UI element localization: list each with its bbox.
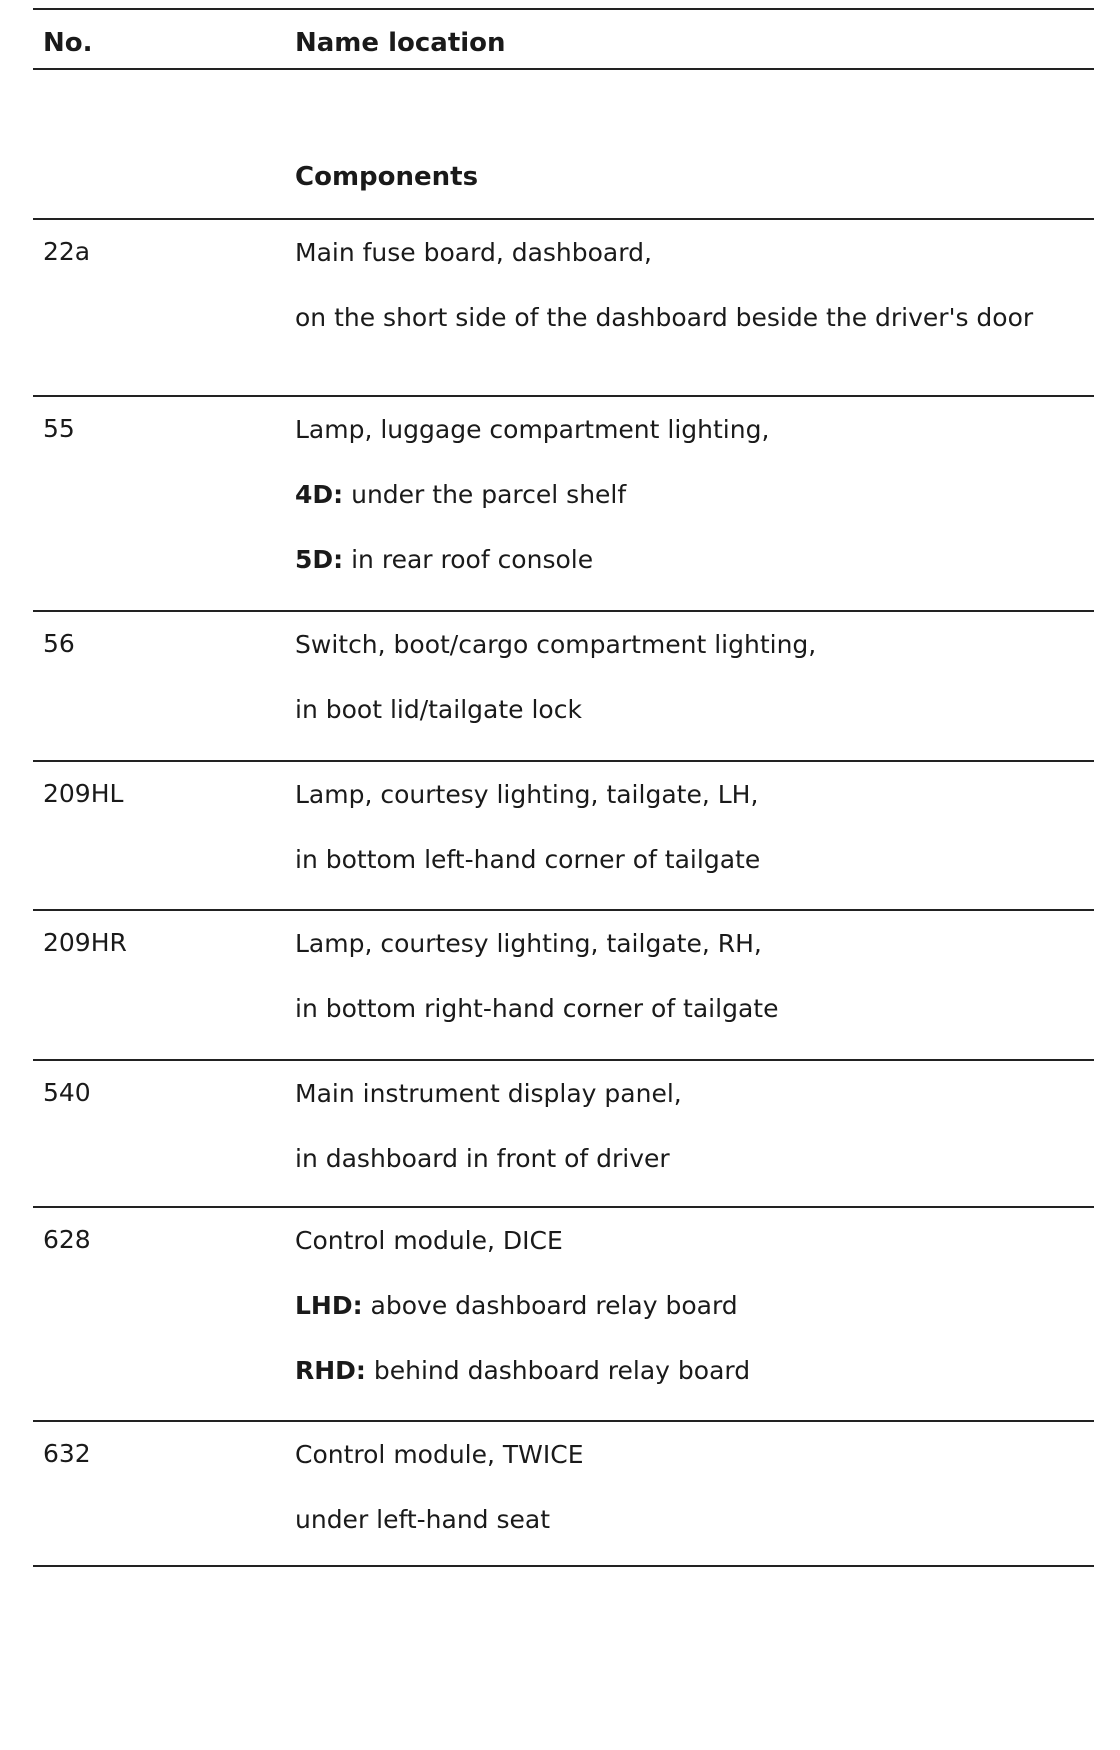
table-row — [33, 1208, 1094, 1420]
table-body — [33, 218, 1094, 1567]
line-text: Lamp, courtesy lighting, tailgate, RH, — [295, 929, 762, 958]
description-line — [295, 778, 1074, 811]
description-line — [295, 1354, 1074, 1387]
table-row — [33, 1061, 1094, 1206]
line-text: in dashboard in front of driver — [295, 1144, 670, 1173]
description-line — [295, 628, 1074, 661]
line-text: on the short side of the dashboard beside the driver's door — [295, 303, 1034, 332]
table-row — [33, 762, 1094, 909]
line-text: behind dashboard relay board — [365, 1356, 751, 1385]
component-description — [295, 628, 1094, 726]
section-heading-row — [33, 70, 1094, 218]
line-text: in bottom right-hand corner of tailgate — [295, 994, 779, 1023]
description-line — [295, 693, 1074, 726]
description-line — [295, 413, 1074, 446]
description-line — [295, 843, 1074, 876]
component-number: 209HR — [43, 928, 127, 957]
description-line — [295, 1142, 1074, 1175]
component-description — [295, 927, 1094, 1025]
component-number: 209HL — [43, 779, 124, 808]
component-number: 56 — [43, 629, 75, 658]
description-line — [295, 1077, 1074, 1110]
line-text: in rear roof console — [343, 545, 594, 574]
line-text: Lamp, luggage compartment lighting, — [295, 415, 770, 444]
line-text: Lamp, courtesy lighting, tailgate, LH, — [295, 780, 759, 809]
table-row — [33, 911, 1094, 1059]
component-description — [295, 1077, 1094, 1175]
component-description — [295, 778, 1094, 876]
component-number: 540 — [43, 1078, 91, 1107]
bottom-rule — [33, 1565, 1094, 1567]
component-description — [295, 236, 1094, 334]
description-line — [295, 301, 1074, 334]
line-text: under left-hand seat — [295, 1505, 551, 1534]
description-line — [295, 1503, 1074, 1536]
component-description — [295, 1438, 1094, 1536]
line-text: in bottom left-hand corner of tailgate — [295, 845, 761, 874]
description-line — [295, 1289, 1074, 1322]
component-location-table — [33, 8, 1094, 1567]
table-row — [33, 612, 1094, 760]
table-row — [33, 220, 1094, 395]
component-number: 55 — [43, 414, 75, 443]
line-text: under the parcel shelf — [343, 480, 627, 509]
variant-label: 4D: — [295, 480, 344, 509]
line-text: Main instrument display panel, — [295, 1079, 682, 1108]
description-line — [295, 1438, 1074, 1471]
description-line — [295, 236, 1074, 269]
description-line — [295, 1224, 1074, 1257]
component-number: 628 — [43, 1225, 91, 1254]
line-text: Switch, boot/cargo compartment lighting, — [295, 630, 817, 659]
component-number: 22a — [43, 237, 91, 266]
line-text: Main fuse board, dashboard, — [295, 238, 652, 267]
table-row — [33, 1422, 1094, 1565]
component-number: 632 — [43, 1439, 91, 1468]
table-row — [33, 397, 1094, 610]
variant-label: LHD: — [295, 1291, 363, 1320]
header-name-location: Name location — [295, 28, 506, 58]
description-line — [295, 992, 1074, 1025]
line-text: Control module, DICE — [295, 1226, 563, 1255]
section-title: Components — [295, 162, 479, 192]
header-no: No. — [43, 28, 93, 58]
description-line — [295, 543, 1074, 576]
component-description — [295, 413, 1094, 576]
variant-label: RHD: — [295, 1356, 366, 1385]
line-text: above dashboard relay board — [362, 1291, 738, 1320]
line-text: Control module, TWICE — [295, 1440, 584, 1469]
table-header — [33, 10, 1094, 68]
description-line — [295, 927, 1074, 960]
description-line — [295, 478, 1074, 511]
line-text: in boot lid/tailgate lock — [295, 695, 582, 724]
component-description — [295, 1224, 1094, 1387]
variant-label: 5D: — [295, 545, 344, 574]
